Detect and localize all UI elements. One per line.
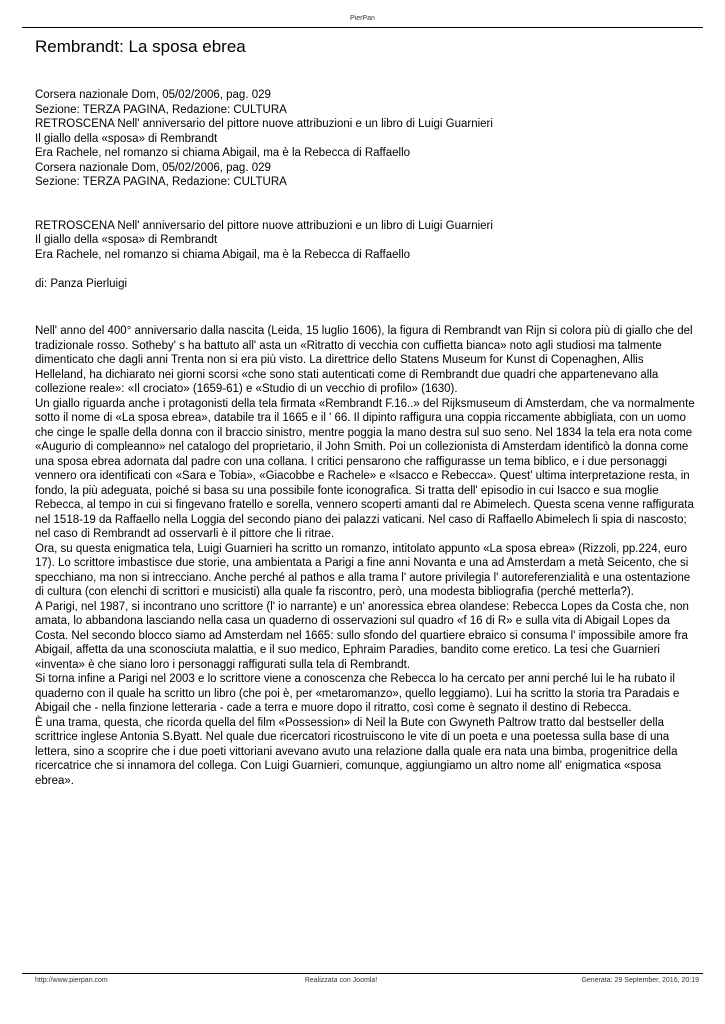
article-text xyxy=(35,324,695,788)
meta-line: Sezione: TERZA PAGINA, Redazione: CULTURA xyxy=(35,176,287,188)
article-paragraph: Ora, su questa enigmatica tela, Luigi Guarnieri ha scritto un romanzo, intitolato appunto «La sposa ebrea» (Rizzoli, pp.224, euro 17). Lo scrittore imbastisce due storie, una ambientata a Parigi a fine anni Novanta e una ad Amsterdam a metà Seicento, che si specchiano, ma non si intrecciano. Anche perché al pathos e alla trama l' autore privilegia l' autoreferenzialità e una ostentazione di cultura (con elenchi di scrittori e musicisti) alla quale fa riscontro, però, una modesta bibliografia (perché metterla?). xyxy=(35,542,691,598)
meta-line: RETROSCENA Nell' anniversario del pittore nuove attribuzioni e un libro di Luigi Guarnieri xyxy=(35,219,493,232)
meta-line: Era Rachele, nel romanzo si chiama Abigail, ma è la Rebecca di Raffaello xyxy=(35,147,411,159)
meta-block-1 xyxy=(35,88,695,190)
article-paragraph: Un giallo riguarda anche i protagonisti della tela firmata «Rembrandt F.16..» del Rijksmuseum di Amsterdam, che va normalmente sotto il nome di «La sposa ebrea», databile tra il 1665 e il ' 66. Il dipinto raffigura una coppia riccamente abbigliata, con un uomo che cinge le spalle della donna con il braccio sinistro, mentre poggia la mano destra sul suo seno. Nel 1834 la tela era nota come «Augurio di compleanno» nel catalogo del proprietario, il John Smith. Poi un collezionista di Amsterdam identificò la donna come una sposa ebrea adornata dal padre con una collana. I critici pensarono che raffigurasse un tema biblico, e i due personaggi vennero ora identificati con «Sara e Tobia», «Giacobbe e Rachele» e «Isacco e Rebecca». Quest' ultima interpretazione resta, in fondo, la più adeguata, poiché si basa su una possibile fonte iconografica. Si tratta dell' episodio in cui Isacco e sua moglie Rebecca, al tempo in cui si fingevano fratello e sorella, vennero scoperti amanti dal re Abimelech. Questa scena venne raffigurata nel 1518-19 da Raffaello nella Loggia del secondo piano dei palazzi vaticani. Nel caso di Raffaello Abimelech li spia di nascosto; nel caso di Rembrandt ad osservarli è il pittore che li ritrae. xyxy=(35,397,695,540)
meta-line: Era Rachele, nel romanzo si chiama Abigail, ma è la Rebecca di Raffaello xyxy=(35,248,411,261)
generated-timestamp: Generata: 29 September, 2016, 20:19 xyxy=(581,977,699,984)
article-paragraph: Nell' anno del 400° anniversario dalla nascita (Leida, 15 luglio 1606), la figura di Rembrandt van Rijn si colora più di giallo che del tradizionale rosso. Sotheby' s ha battuto all' asta un «Ritratto di vecchia con cuffietta bianca» noto agli studiosi ma talmente dimenticato che dagli anni Trenta non si era più visto. La direttrice dello Statens Museum for Kunst di Copenaghen, Allis Helleland, ha dichiarato nei giorni scorsi «che sono stati autenticati come di Rembrandt due quadri che appartenevano alla collezione reale»: «Il crociato» (1659-61) e «Studio di un vecchio di profilo» (1630). xyxy=(35,325,693,395)
article-body xyxy=(35,88,695,788)
meta-line: Sezione: TERZA PAGINA, Redazione: CULTURA xyxy=(35,103,287,116)
footer-divider xyxy=(22,973,703,974)
meta-block-2 xyxy=(35,219,695,263)
header-divider xyxy=(22,27,703,28)
article-paragraph: A Parigi, nel 1987, si incontrano uno scrittore (l' io narrante) e un' anoressica ebrea olandese: Rebecca Lopes da Costa che, non amata, lo abbandona lasciando nella casa un quaderno di osservazioni sul quadro «f 16 di R» e sulla vita di Abigail Lopes da Costa. Nel secondo blocco siamo ad Amsterdam nel 1665: sullo sfondo del quartiere ebraico si consuma l' impossibile amore fra Abigail, affetta da una sconosciuta malattia, e il suo medico, Ephraim Paradies, bandito come eretico. La tesi che Guarnieri «inventa» è che siano loro i personaggi raffigurati sulla tela di Rembrandt. xyxy=(35,600,689,671)
meta-line: Il giallo della «sposa» di Rembrandt xyxy=(35,234,218,246)
article-paragraph: Si torna infine a Parigi nel 2003 e lo scrittore viene a conoscenza che Rebecca lo ha cercato per anni perché lui le ha rubato il quaderno con il quale ha scritto un libro (che poi è, per «metaromanzo», quello leggiamo). Lui ha scritto la storia tra Paradais e Abigail che - nella finzione letteraria - cade a terra e muore dopo il ritratto, così come è segnato il destino di Rebecca. xyxy=(35,673,680,714)
powered-by-text: Realizzata con Joomla! xyxy=(304,977,378,984)
meta-line: Corsera nazionale Dom, 05/02/2006, pag. 029 xyxy=(35,89,271,101)
article-paragraph: È una trama, questa, che ricorda quella del film «Possession» di Neil la Bute con Gwyneth Paltrow tratto dal bestseller della scrittrice inglese Antonia S.Byatt. Nel quale due ricercatori ricostruiscono le vite di un poeta e una poetessa sulla base di una lettera, sino a scoprire che i due poeti vittoriani avevano avuto una relazione dalla quale era nata una bimba, progenitrice della ricercatrice che si innamora del collega. Con Luigi Guarnieri, comunque, aggiungiamo un altro nome all' enigmatica «sposa ebrea». xyxy=(35,716,678,787)
site-header xyxy=(0,14,725,23)
meta-line: Corsera nazionale Dom, 05/02/2006, pag. 029 xyxy=(35,161,271,174)
site-url-link[interactable]: http://www.pierpan.com xyxy=(35,977,108,984)
site-name: PierPan xyxy=(350,15,375,22)
meta-line: RETROSCENA Nell' anniversario del pittore nuove attribuzioni e un libro di Luigi Guarnieri xyxy=(35,118,493,130)
article-author: di: Panza Pierluigi xyxy=(35,277,128,290)
meta-line: Il giallo della «sposa» di Rembrandt xyxy=(35,132,218,145)
page-title: Rembrandt: La sposa ebrea xyxy=(35,37,246,56)
